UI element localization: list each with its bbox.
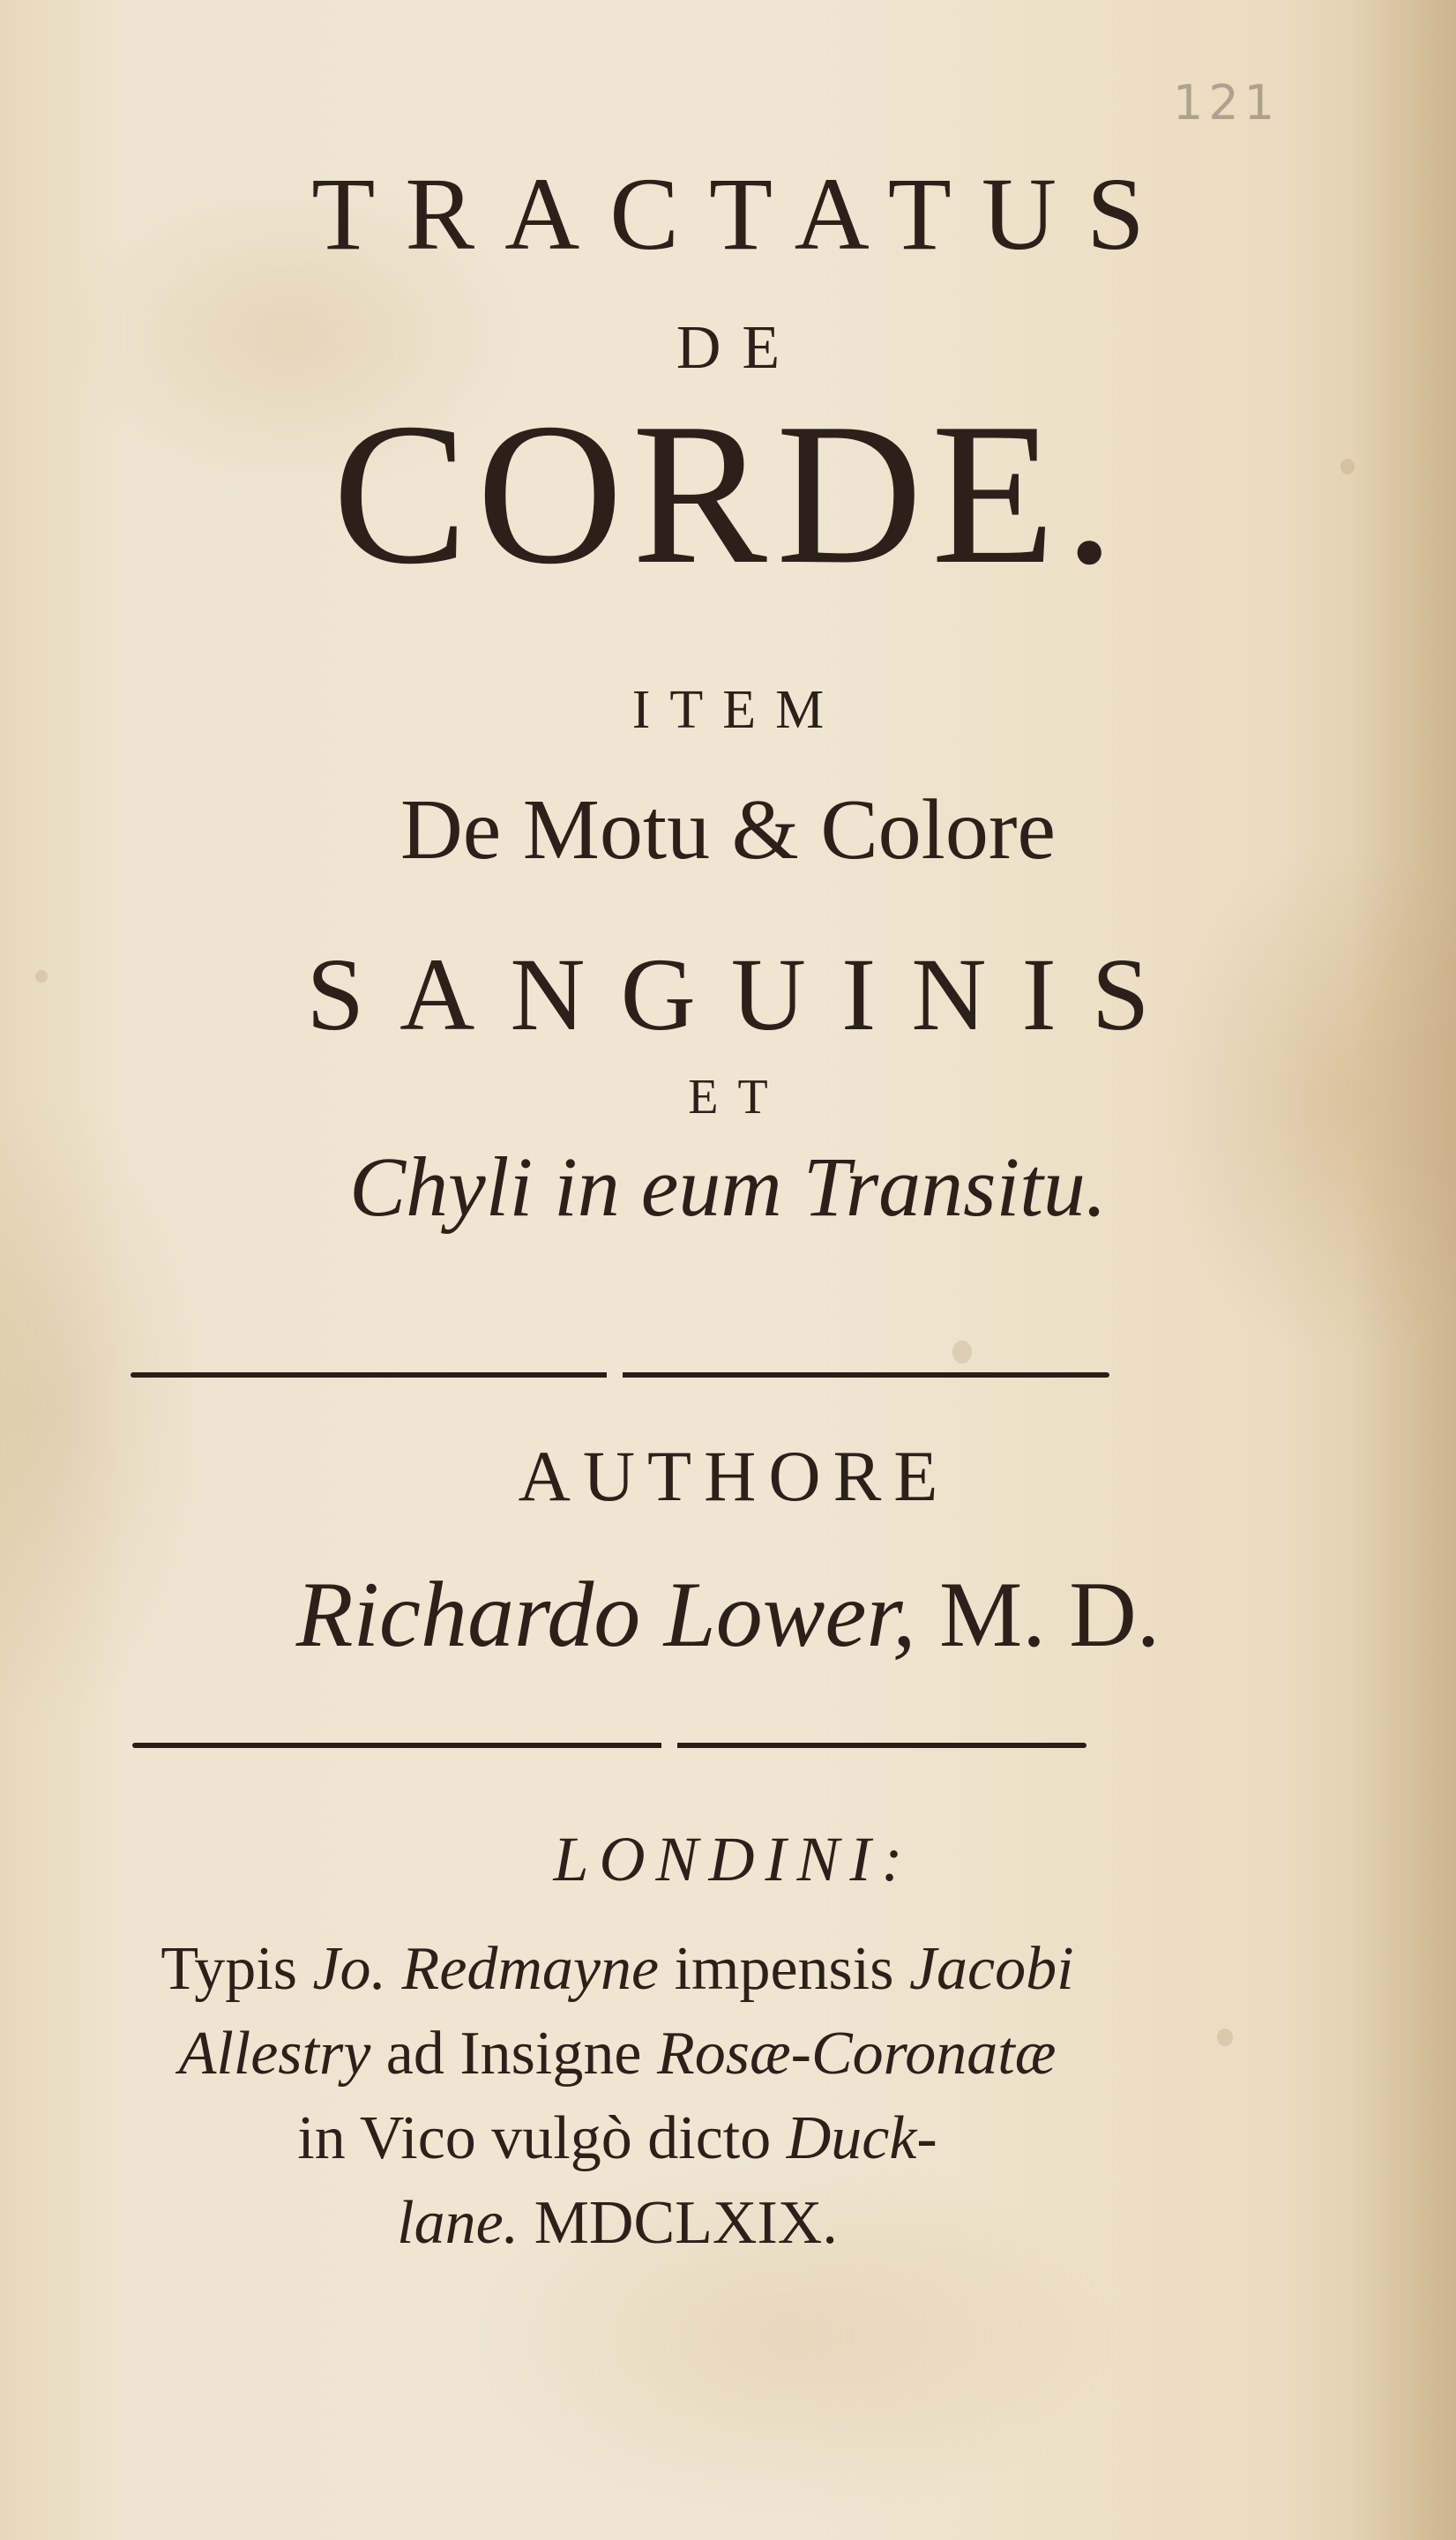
imprint-impensis: impensis (674, 1935, 894, 2003)
author-name: Richardo Lower, (295, 1563, 916, 1666)
author-line (0, 1561, 1456, 1669)
imprint-line-4 (115, 2181, 1120, 2266)
imprint-typis: Typis (161, 1935, 297, 2003)
title-tractatus: TRACTATUS (311, 156, 1175, 272)
imprint-ad-insigne: ad Insigne (385, 2020, 642, 2088)
rule-divider-lower (132, 1743, 1086, 1748)
title-item: ITEM (631, 680, 844, 740)
imprint-place: LONDINI: (553, 1824, 914, 1894)
imprint-printer: Jo. Redmayne (312, 1935, 660, 2003)
title-sanguinis: SANGUINIS (306, 937, 1185, 1052)
title-et: ET (688, 1070, 788, 1124)
imprint-allestry: Allestry (178, 2020, 371, 2088)
imprint-date: MDCLXIX. (534, 2189, 838, 2257)
imprint-lane: lane. (397, 2189, 519, 2257)
imprint-line-1 (115, 1927, 1120, 2012)
foxing-stain (952, 1341, 972, 1363)
imprint-in-vico: in Vico vulgò dicto (297, 2104, 772, 2172)
author-label: AUTHORE (518, 1436, 951, 1516)
imprint-line-3 (115, 2096, 1120, 2181)
imprint-jacobi: Jacobi (908, 1935, 1074, 2003)
manuscript-note: 121 (1173, 75, 1281, 131)
title-de: DE (676, 314, 802, 382)
imprint-line-2 (115, 2012, 1120, 2096)
imprint-rosae-coronatae: Rosæ-Coronatæ (656, 2020, 1057, 2088)
author-degree: M. D. (938, 1563, 1161, 1666)
title-corde: CORDE. (332, 381, 1124, 606)
subtitle-chyli: Chyli in eum Transitu. (349, 1139, 1107, 1234)
imprint-block (115, 1927, 1120, 2266)
imprint-duck: Duck- (786, 2104, 937, 2172)
foxing-stain (1217, 2028, 1233, 2046)
rule-divider-upper (131, 1372, 1109, 1378)
subtitle-de-motu: De Motu & Colore (399, 782, 1057, 878)
